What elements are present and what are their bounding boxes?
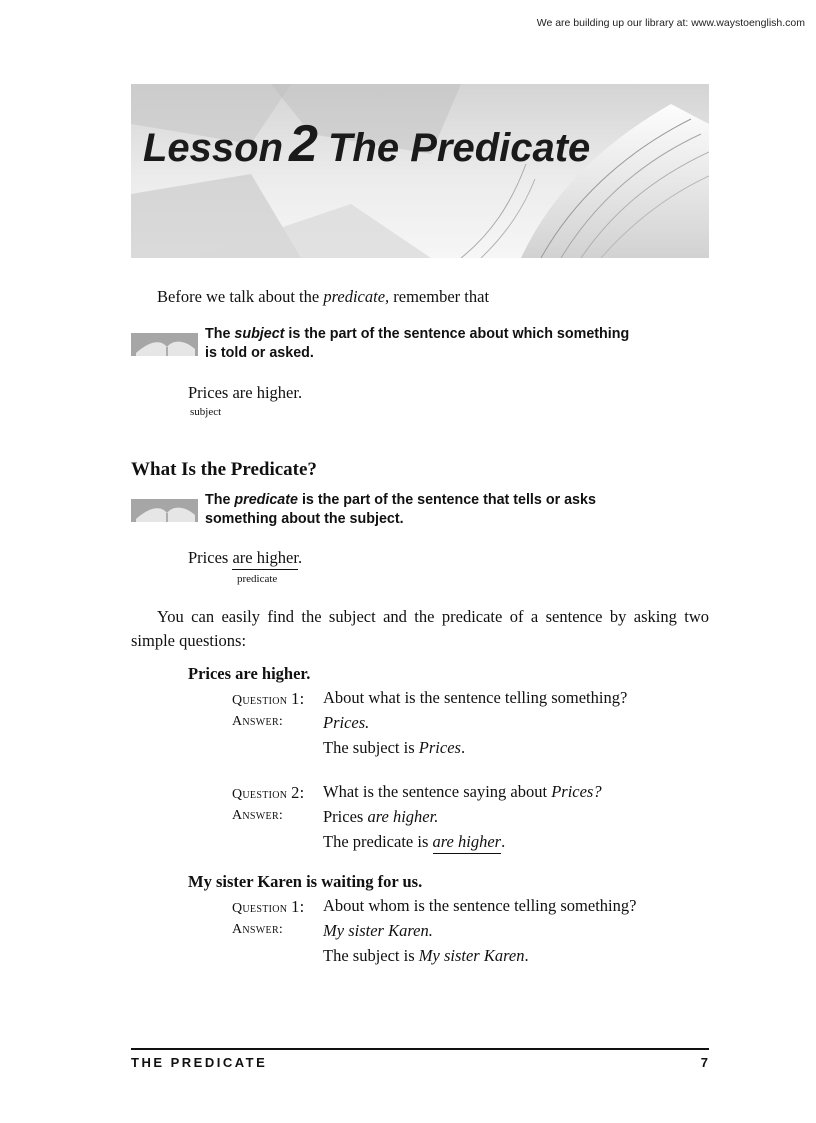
example-sentence: Prices are higher. — [188, 383, 303, 402]
predicate-underline: are higher — [433, 832, 502, 854]
block1-answer1-line: The subject is Prices. — [323, 738, 466, 757]
block1-answer1-label: Answer: — [232, 714, 284, 729]
block1-answer2-line: The predicate is are higher. — [323, 832, 505, 852]
subject-definition-text: The subject is the part of the sentence about which something is told or asked. — [205, 326, 630, 361]
subject-label: subject — [190, 406, 222, 418]
running-footer-title: THE PREDICATE — [131, 1055, 268, 1070]
lesson-title — [143, 114, 590, 174]
block2-question1-text: About whom is the sentence telling something? — [323, 896, 637, 915]
block1-answer2-text: Prices are higher. — [323, 807, 439, 826]
block2-sentence: My sister Karen is waiting for us. — [188, 872, 423, 891]
lesson-title-text: The Predicate — [327, 126, 591, 170]
block2-answer1-text: My sister Karen. — [323, 921, 433, 940]
block2-answer1-line: The subject is My sister Karen. — [323, 946, 529, 965]
block1-question2-label: Question 2: — [232, 783, 305, 802]
open-book-thumbnail-icon — [131, 333, 198, 356]
block1-question2-text: What is the sentence saying about Prices? — [323, 782, 602, 801]
section-heading: What Is the Predicate? — [131, 459, 317, 480]
lesson-number: 2 — [289, 115, 318, 173]
open-book-thumbnail-icon — [131, 499, 198, 522]
block1-answer2-label: Answer: — [232, 808, 284, 823]
page-number: 7 — [700, 1055, 708, 1070]
block1-sentence: Prices are higher. — [188, 664, 311, 683]
lesson-word: Lesson — [143, 126, 284, 170]
site-note: We are building up our library at: www.waystoenglish.com — [536, 17, 805, 29]
block1-question1-text: About what is the sentence telling something? — [323, 688, 628, 707]
questions-paragraph: You can easily find the subject and the predicate of a sentence by asking two simple questions: — [131, 607, 709, 650]
block2-question1-label: Question 1: — [232, 897, 305, 916]
predicate-underline: are higher — [232, 548, 298, 570]
predicate-definition-text: The predicate is the part of the sentence that tells or asks something about the subject. — [205, 492, 596, 527]
block2-answer1-label: Answer: — [232, 922, 284, 937]
block1-answer1-text: Prices. — [323, 713, 370, 732]
lesson-banner — [131, 84, 709, 258]
example-sentence-predicate: Prices are higher. — [188, 548, 302, 568]
footer-rule — [131, 1048, 709, 1050]
predicate-label: predicate — [237, 573, 278, 585]
intro-paragraph: Before we talk about the predicate, remember that — [157, 287, 490, 306]
block1-question1-label: Question 1: — [232, 689, 305, 708]
